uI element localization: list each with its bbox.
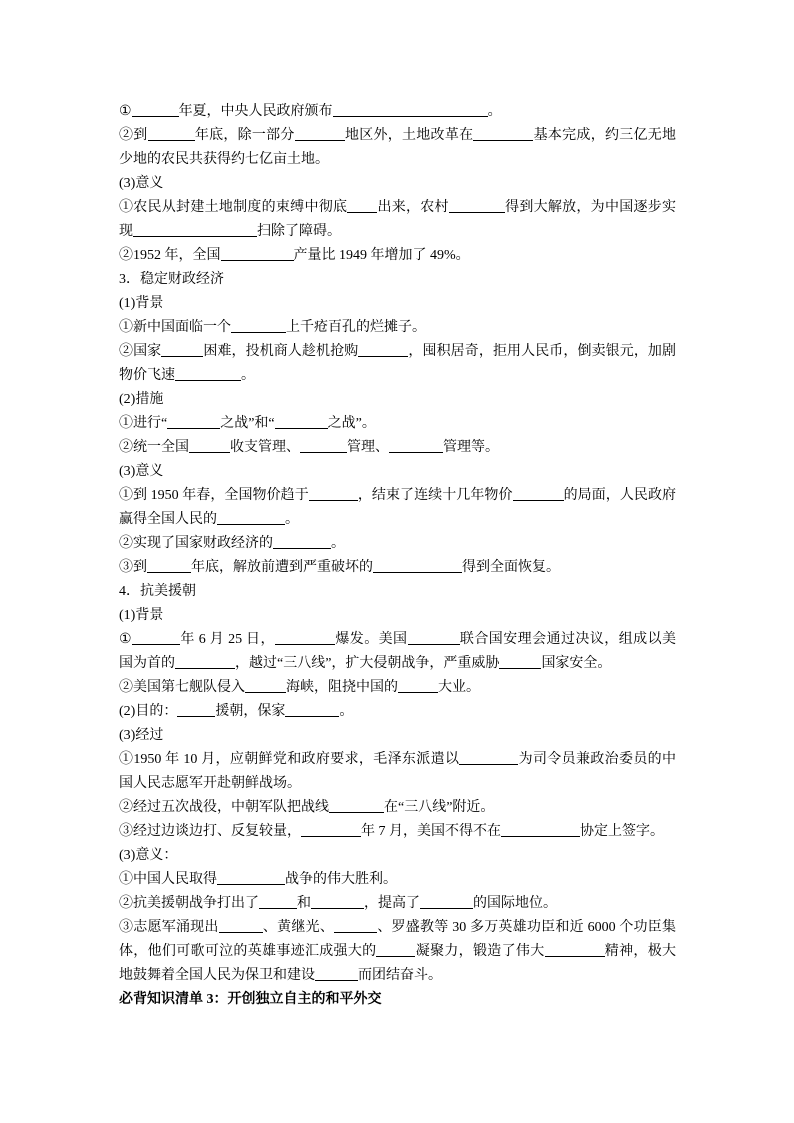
line-text: 。 [331, 536, 345, 551]
worksheet-line [119, 340, 676, 364]
worksheet-line [119, 652, 679, 676]
line-text: 4．抗美援朝 [119, 584, 196, 599]
answer-blank [295, 126, 345, 141]
line-text: 赢得全国人民的 [119, 512, 217, 527]
line-text: ②实现了国家财政经济的 [119, 536, 273, 551]
line-text: ②经过五次战役，中朝军队把战线 [119, 800, 329, 815]
answer-blank [189, 438, 230, 453]
worksheet-line [119, 868, 679, 892]
line-text: (3)经过 [119, 728, 164, 743]
worksheet-line [119, 124, 676, 148]
line-text: 大业。 [438, 680, 480, 695]
line-text: ①进行“ [119, 416, 168, 431]
subsection-heading [119, 844, 679, 868]
worksheet-line [119, 436, 679, 460]
line-text: ①到 1950 年春，全国物价趋于 [119, 488, 309, 503]
answer-blank [161, 342, 203, 357]
line-text: 年 7 月，美国不得不在 [361, 824, 501, 839]
worksheet-line [119, 676, 679, 700]
line-text: 而团结奋斗。 [358, 968, 442, 983]
line-text: (3)意义 [119, 464, 164, 479]
worksheet-line [119, 820, 679, 844]
answer-blank [333, 102, 488, 117]
answer-blank [219, 918, 263, 933]
worksheet-line [119, 148, 679, 172]
subsection-heading [119, 460, 679, 484]
line-text: 现 [119, 224, 133, 239]
line-text: 3．稳定财政经济 [119, 272, 224, 287]
answer-blank [132, 102, 179, 117]
line-text: 援朝，保家 [215, 704, 286, 719]
subsection-heading [119, 292, 679, 316]
answer-blank [177, 702, 215, 717]
line-text: ②抗美援朝战争打出了 [119, 896, 259, 911]
line-text: (3)意义 [119, 176, 164, 191]
line-text: 、罗盛教等 30 多万英雄功臣和近 6000 个功臣集 [377, 920, 677, 935]
answer-blank [545, 942, 605, 957]
line-text: 的国际地位。 [473, 896, 557, 911]
line-text: 年夏，中央人民政府颁布 [178, 104, 333, 119]
section-heading [119, 580, 679, 604]
subsection-heading [119, 388, 679, 412]
subsection-heading [119, 724, 679, 748]
answer-blank [389, 438, 443, 453]
worksheet-line [119, 412, 679, 436]
answer-blank [334, 918, 377, 933]
answer-blank [499, 654, 541, 669]
answer-blank [245, 678, 286, 693]
line-text: 协定上签字。 [580, 824, 664, 839]
answer-blank [309, 486, 358, 501]
line-text: 之战”和“ [220, 416, 275, 431]
line-text: 的局面，人民政府 [563, 488, 677, 503]
answer-blank [132, 630, 180, 645]
line-text: ②统一全国 [119, 440, 189, 455]
answer-blank [133, 222, 257, 237]
line-text: 体，他们可歌可泣的英雄事迹汇成强大的 [119, 944, 377, 959]
answer-blank [217, 870, 285, 885]
line-text: ① [119, 104, 132, 119]
line-text: ②1952 年，全国 [119, 248, 221, 263]
answer-blank [398, 678, 438, 693]
line-text: ①农民从封建土地制度的束缚中彻底 [119, 200, 348, 215]
answer-blank [167, 414, 220, 429]
line-text: 出来，农村 [377, 200, 449, 215]
answer-blank [147, 558, 191, 573]
answer-blank [273, 534, 331, 549]
answer-blank [275, 414, 328, 429]
answer-blank [259, 894, 297, 909]
subsection-heading [119, 604, 679, 628]
answer-blank [275, 630, 335, 645]
line-text: 物价飞速 [119, 368, 175, 383]
line-text: 得到大解放，为中国逐步实 [504, 200, 677, 215]
worksheet-line [119, 196, 676, 220]
worksheet-line [119, 940, 676, 964]
answer-blank [376, 942, 415, 957]
line-text: 年 6 月 25 日， [179, 632, 275, 647]
line-text: (1)背景 [119, 296, 164, 311]
line-text: 战争的伟大胜利。 [285, 872, 397, 887]
line-text: (2)目的： [119, 704, 178, 719]
line-text: 和 [297, 896, 311, 911]
answer-blank [221, 246, 294, 261]
line-text: ①新中国面临一个 [119, 320, 231, 335]
line-text: ③志愿军涌现出 [119, 920, 219, 935]
line-text: (2)措施 [119, 392, 164, 407]
line-text: 国人民志愿军开赴朝鲜战场。 [119, 776, 301, 791]
line-text: 。 [241, 368, 255, 383]
line-text: 收支管理、 [230, 440, 300, 455]
worksheet-line [119, 916, 676, 940]
worksheet-line [119, 508, 679, 532]
line-text: 年底，解放前遭到严重破坏的 [191, 560, 373, 575]
line-text: 少地的农民共获得约七亿亩土地。 [119, 152, 329, 167]
line-text: ①1950 年 10 月，应朝鲜党和政府要求，毛泽东派遣以 [119, 752, 460, 767]
worksheet-line [119, 316, 679, 340]
section-heading [119, 268, 679, 292]
answer-blank [301, 822, 361, 837]
line-text: 之战”。 [327, 416, 376, 431]
line-text: (3)意义： [119, 848, 178, 863]
worksheet-line [119, 532, 679, 556]
worksheet-line [119, 484, 676, 508]
line-text: 管理等。 [443, 440, 499, 455]
answer-blank [300, 438, 347, 453]
answer-blank [420, 894, 473, 909]
line-text: 困难，投机商人趁机抢购 [203, 344, 359, 359]
worksheet-line [119, 220, 679, 244]
worksheet-line [119, 244, 679, 268]
line-text: 扫除了障碍。 [257, 224, 341, 239]
subsection-heading [119, 172, 679, 196]
line-text: 、黄继光、 [262, 920, 335, 935]
line-text: 海峡，阻挠中国的 [286, 680, 398, 695]
line-text: 国为首的 [119, 656, 175, 671]
line-text: ，提高了 [364, 896, 420, 911]
line-text: ①中国人民取得 [119, 872, 217, 887]
worksheet-line [119, 364, 679, 388]
line-text: 基本完成，约三亿无地 [533, 128, 677, 143]
line-text: 爆发。美国 [334, 632, 408, 647]
line-text: 上千疮百孔的烂摊子。 [286, 320, 426, 335]
answer-blank [347, 198, 377, 213]
line-text: 得到全面恢复。 [462, 560, 560, 575]
answer-blank [408, 630, 460, 645]
line-text: (1)背景 [119, 608, 164, 623]
answer-blank [358, 342, 408, 357]
line-text: ③经过边谈边打、反复较量， [119, 824, 301, 839]
line-text: 管理、 [347, 440, 389, 455]
line-text: 产量比 1949 年增加了 49%。 [293, 248, 470, 263]
worksheet-line [119, 748, 676, 772]
worksheet-line [119, 964, 679, 988]
worksheet-line [119, 700, 679, 724]
line-text: 精神，极大 [604, 944, 677, 959]
line-text: 国家安全。 [541, 656, 612, 671]
answer-blank [449, 198, 505, 213]
line-text: ，越过“三八线”，扩大侵朝战争，严重威胁 [235, 656, 500, 671]
answer-blank [513, 486, 564, 501]
worksheet-line [119, 772, 679, 796]
answer-blank [315, 966, 358, 981]
worksheet-line [119, 556, 679, 580]
line-text: 凝聚力，锻造了伟大 [415, 944, 545, 959]
line-text: ① [119, 632, 132, 647]
line-text: 年底，除一部分 [194, 128, 295, 143]
line-text: ，囤积居奇，拒用人民币，倒卖银元，加剧 [408, 344, 677, 359]
line-text: ③到 [119, 560, 147, 575]
line-text: 在“三八线”附近。 [384, 800, 495, 815]
worksheet-line [119, 796, 679, 820]
line-text: ②美国第七舰队侵入 [119, 680, 245, 695]
line-text: 联合国安理会通过决议，组成以美 [459, 632, 677, 647]
answer-blank [175, 366, 241, 381]
line-text: 必背知识清单 3：开创独立自主的和平外交 [119, 992, 382, 1007]
answer-blank [285, 702, 339, 717]
line-text: 地区外，土地改革在 [344, 128, 474, 143]
answer-blank [217, 510, 285, 525]
worksheet-line [119, 628, 676, 652]
worksheet-line [119, 100, 679, 124]
line-text: 为司令员兼政治委员的中 [518, 752, 677, 767]
answer-blank [175, 654, 235, 669]
answer-blank [148, 126, 195, 141]
line-text: ②到 [119, 128, 148, 143]
line-text: 。 [487, 104, 502, 119]
line-text: 。 [339, 704, 354, 719]
answer-blank [329, 798, 384, 813]
line-text: 地鼓舞着全国人民为保卫和建设 [119, 968, 315, 983]
line-text: 。 [285, 512, 299, 527]
line-text: ，结束了连续十几年物价 [357, 488, 513, 503]
answer-blank [231, 318, 286, 333]
answer-blank [373, 558, 462, 573]
answer-blank [459, 750, 518, 765]
checklist-title [119, 988, 679, 1012]
answer-blank [501, 822, 580, 837]
answer-blank [311, 894, 364, 909]
line-text: ②国家 [119, 344, 162, 359]
worksheet-line [119, 892, 679, 916]
answer-blank [473, 126, 533, 141]
worksheet-page [119, 100, 679, 1012]
